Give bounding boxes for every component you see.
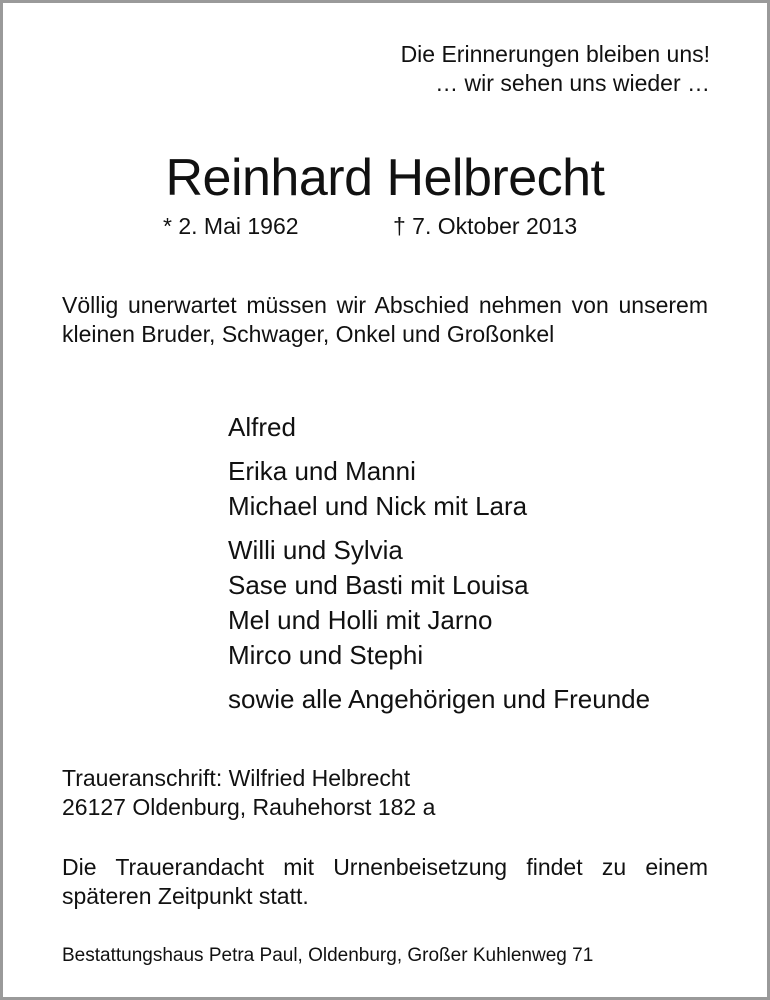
mourner-line: Michael und Nick mit Lara bbox=[228, 491, 528, 521]
birth-date: * 2. Mai 1962 bbox=[163, 213, 299, 239]
address-line-2: 26127 Oldenburg, Rauhehorst 182 a bbox=[62, 794, 436, 820]
mourners-closing: sowie alle Angehörigen und Freunde bbox=[228, 684, 651, 714]
mourner-line: Mel und Holli mit Jarno bbox=[228, 605, 493, 635]
service-note: Die Trauerandacht mit Urnenbeisetzung findet zu einem späteren Zeitpunkt statt. bbox=[62, 854, 708, 909]
motto-line-2: … wir sehen uns wieder … bbox=[435, 70, 710, 96]
mourners-group-3 bbox=[228, 533, 650, 673]
motto bbox=[401, 40, 710, 98]
motto-line-1: Die Erinnerungen bleiben uns! bbox=[400, 41, 710, 67]
deceased-name: Reinhard Helbrecht bbox=[165, 149, 605, 207]
mourner-line: Erika und Manni bbox=[228, 456, 416, 486]
intro-text: Völlig unerwartet müssen wir Abschied nehmen von unserem kleinen Bruder, Schwager, Onkel und Großonkel bbox=[62, 292, 708, 347]
mourners-list bbox=[228, 410, 650, 717]
mourners-group-2 bbox=[228, 454, 650, 524]
mourner-line: Alfred bbox=[228, 412, 296, 442]
death-date: † 7. Oktober 2013 bbox=[393, 213, 578, 239]
mourners-group-1 bbox=[228, 410, 650, 445]
mourning-address bbox=[62, 764, 708, 822]
mourner-line: Willi und Sylvia bbox=[228, 535, 403, 565]
mourner-line: Sase und Basti mit Louisa bbox=[228, 570, 529, 600]
address-line-1: Traueranschrift: Wilfried Helbrecht bbox=[62, 765, 411, 791]
mourner-line: Mirco und Stephi bbox=[228, 640, 424, 670]
undertaker-credit: Bestattungshaus Petra Paul, Oldenburg, Großer Kuhlenweg 71 bbox=[62, 945, 594, 966]
